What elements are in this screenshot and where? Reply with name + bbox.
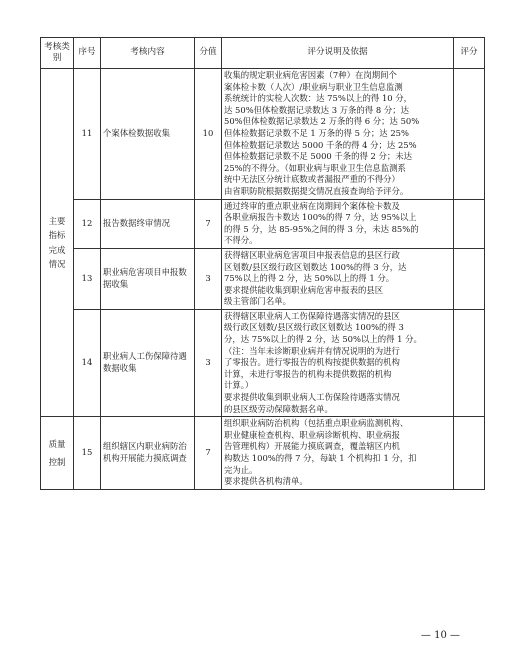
description-line: 达 50%但体检数据记录数达 3 万条的得 8 分；达 bbox=[224, 104, 409, 115]
description-line: 计算，未进行零报告的机构未提供数据的机构 bbox=[224, 368, 392, 379]
scoring-description bbox=[222, 69, 454, 200]
assessment-item: 职业病人工伤保障待遇数据收集 bbox=[101, 309, 195, 416]
description-line: （注：当年未诊断职业病并有情况说明的为进行 bbox=[224, 345, 400, 356]
description-line: 级主管部门名单。 bbox=[224, 296, 291, 307]
points-value: 10 bbox=[195, 69, 222, 200]
table-row bbox=[41, 199, 485, 248]
description-line: 告管理机构）开展能力摸底调查，覆盖辖区内机 bbox=[224, 441, 400, 452]
description-line: 系统统计的实检人次数：达 75%以上的得 10 分， bbox=[224, 93, 413, 104]
score-cell bbox=[454, 69, 485, 200]
category-label: 质量控制 bbox=[48, 438, 66, 467]
description-line: 由省职防院根据数据提交情况直接查询给予评分。 bbox=[224, 185, 409, 196]
description-line: 案体检卡数（人次）/职业病与职业卫生信息监测 bbox=[224, 81, 403, 92]
description-line: 要求提供能收集到职业病危害申报表的县区 bbox=[224, 284, 384, 295]
scoring-description bbox=[222, 309, 454, 416]
description-line: 要求提供各机构清单。 bbox=[224, 476, 308, 487]
table-header-row bbox=[41, 38, 485, 69]
description-line: 不得分。 bbox=[224, 235, 258, 246]
description-line: 构数达 100%的得 7 分，每缺 1 个机构扣 1 分，扣 bbox=[224, 453, 417, 463]
header-description: 评分说明及依据 bbox=[222, 38, 454, 69]
score-cell bbox=[454, 309, 485, 416]
category-cell bbox=[41, 69, 74, 417]
description-line: 但体检数据记录数达 5000 千条的得 4 分；达 25% bbox=[224, 139, 417, 150]
header-content: 考核内容 bbox=[101, 38, 195, 69]
table-row bbox=[41, 309, 485, 416]
assessment-item: 个案体检数据收集 bbox=[101, 69, 195, 200]
assessment-item: 职业病危害项目申报数据收集 bbox=[101, 248, 195, 309]
description-line: 但体检数据记录数不足 1 万条的得 5 分；达 25% bbox=[224, 127, 409, 138]
scoring-table bbox=[40, 37, 485, 490]
points-value: 3 bbox=[195, 248, 222, 309]
description-line: 计算。） bbox=[224, 380, 254, 391]
description-line: 区划数/县区级行政区划数达 100%的得 3 分，达 bbox=[224, 261, 407, 272]
table-row bbox=[41, 248, 485, 309]
description-line: 50%但体检数据记录数达 2 万条的得 6 分；达 50% bbox=[224, 116, 420, 127]
points-value: 3 bbox=[195, 309, 222, 416]
description-line: 的县区级劳动保障数据名单。 bbox=[224, 403, 333, 414]
row-number: 13 bbox=[74, 248, 101, 309]
row-number: 14 bbox=[74, 309, 101, 416]
points-value: 7 bbox=[195, 199, 222, 248]
row-number: 12 bbox=[74, 199, 101, 248]
score-cell bbox=[454, 248, 485, 309]
description-line: 但体检数据记录数不足 5000 千条的得 2 分；未达 bbox=[224, 151, 413, 162]
description-line: 的得 5 分，达 85-95%之间的得 3 分，未达 85%的 bbox=[224, 223, 419, 234]
description-line: 职业健康检查机构、职业病诊断机构、职业病报 bbox=[224, 429, 400, 440]
description-line: 分，达 75%以上的得 2 分，达 50%以上的得 1 分。 bbox=[224, 334, 422, 345]
description-line: 75%以上的得 2 分，达 50%以上的得 1 分。 bbox=[224, 273, 395, 284]
description-line: 级行政区划数/县区级行政区划数达 100%的得 3 bbox=[224, 322, 404, 333]
points-value: 7 bbox=[195, 417, 222, 490]
description-line: 完为止。 bbox=[224, 464, 258, 475]
score-cell bbox=[454, 417, 485, 490]
header-number: 序号 bbox=[74, 38, 101, 69]
category-label: 主要指标完成情况 bbox=[48, 216, 66, 269]
score-cell bbox=[454, 199, 485, 248]
description-line: 要求提供收集到职业病人工伤保险待遇落实情况 bbox=[224, 392, 400, 403]
assessment-item: 报告数据终审情况 bbox=[101, 199, 195, 248]
description-line: 各职业病报告卡数达 100%的得 7 分，达 95%以上 bbox=[224, 212, 417, 223]
page-number: — 10 — bbox=[420, 630, 460, 641]
description-line: 收集的规定职业病危害因素（7种）在岗期间个 bbox=[224, 70, 397, 80]
category-cell bbox=[41, 417, 74, 490]
description-line: 25%的不得分。（如职业病与职业卫生信息监测系 bbox=[224, 162, 406, 173]
scoring-description bbox=[222, 417, 454, 490]
row-number: 11 bbox=[74, 69, 101, 200]
description-line: 通过终审的重点职业病在岗期间个案体检卡数及 bbox=[224, 200, 400, 211]
description-line: 获得辖区职业病人工伤保障待遇落实情况的县区 bbox=[224, 310, 400, 321]
description-line: 获得辖区职业病危害项目申报表信息的县区行政 bbox=[224, 249, 400, 260]
description-line: 组织职业病防治机构（包括重点职业病监测机构、 bbox=[224, 418, 409, 429]
header-score: 评分 bbox=[454, 38, 485, 69]
table-body bbox=[41, 69, 485, 490]
table-row bbox=[41, 417, 485, 490]
table-row bbox=[41, 69, 485, 200]
scoring-description bbox=[222, 199, 454, 248]
scoring-description bbox=[222, 248, 454, 309]
description-line: 统中无法区分统计底数或者漏报严重的不得分） bbox=[224, 174, 400, 185]
row-number: 15 bbox=[74, 417, 101, 490]
header-category: 考核类别 bbox=[41, 38, 74, 69]
header-points: 分值 bbox=[195, 38, 222, 69]
assessment-item: 组织辖区内职业病防治机构开展能力摸底调查 bbox=[101, 417, 195, 490]
description-line: 了零报告。进行零报告的机构按提供数据的机构 bbox=[224, 357, 400, 368]
